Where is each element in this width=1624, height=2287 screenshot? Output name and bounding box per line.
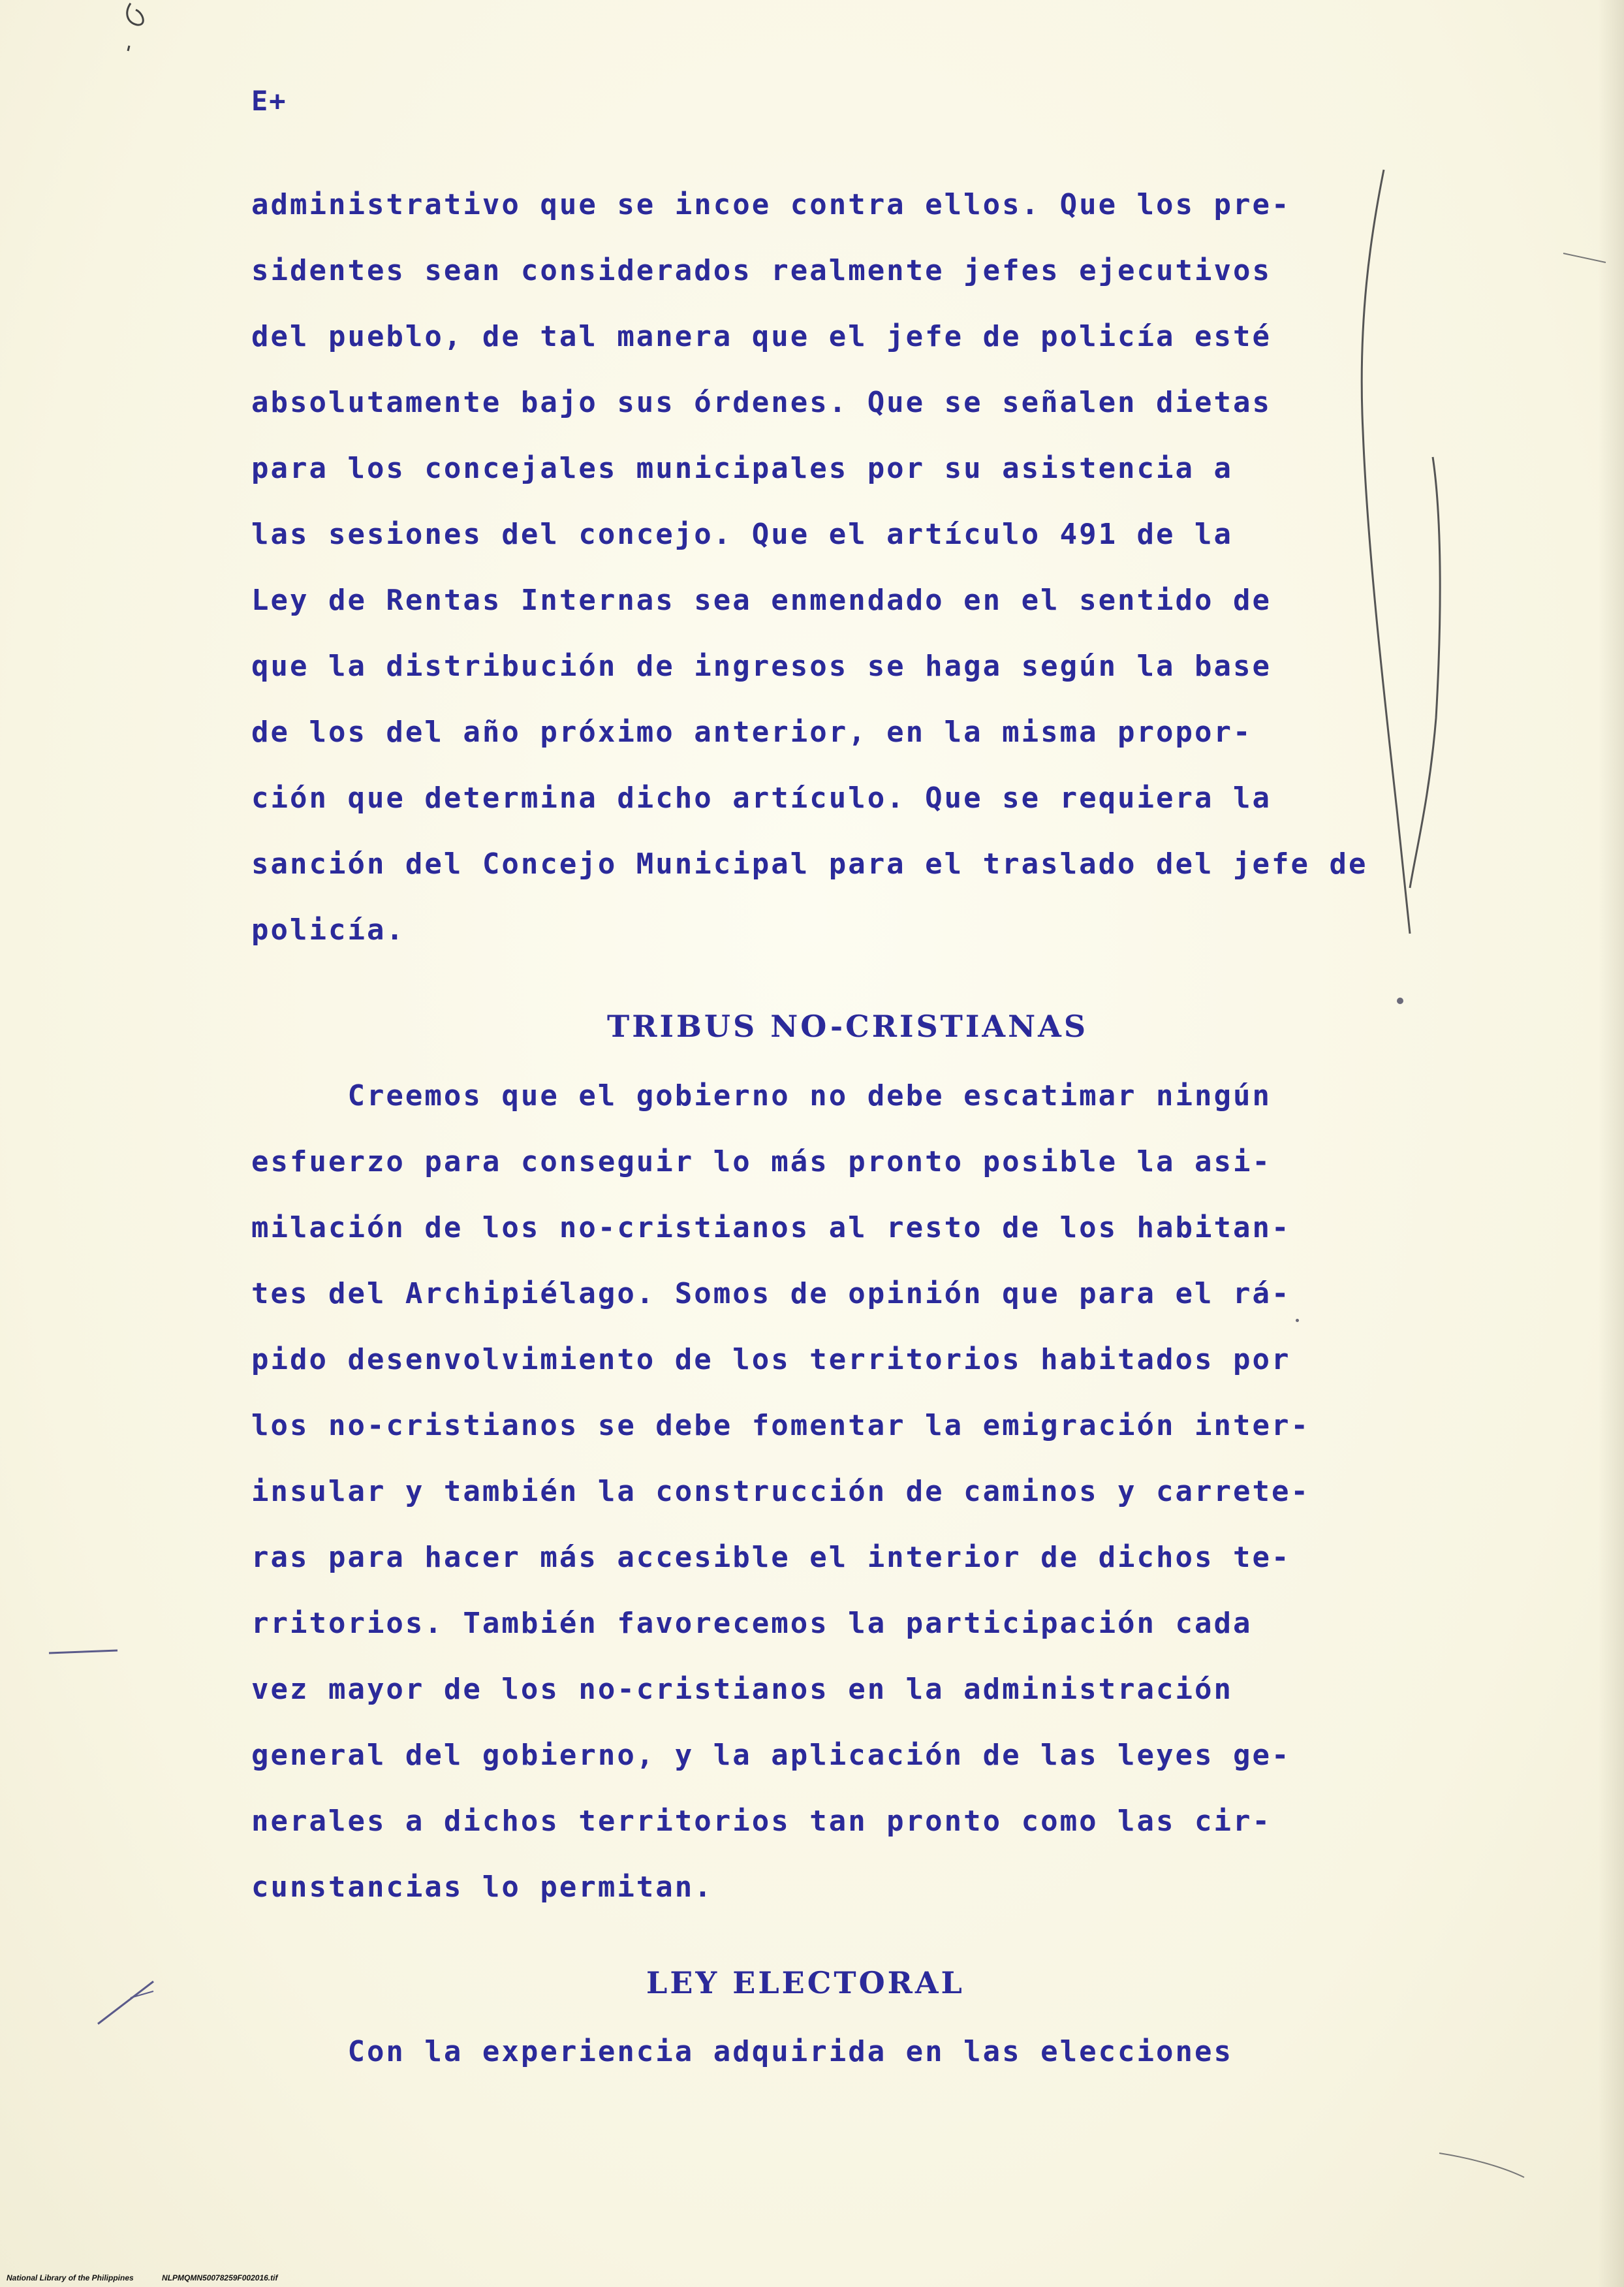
text-line: general del gobierno, y la aplicación de las leyes ge-: [251, 1739, 1291, 1772]
text-line: pido desenvolvimiento de los territorios habitados por: [251, 1343, 1291, 1376]
paragraph-municipal-reforms: [251, 172, 1439, 963]
ink-speck: [1296, 1319, 1299, 1322]
text-line: que la distribución de ingresos se haga según la base: [251, 650, 1272, 683]
text-line: insular y también la construcción de caminos y carrete-: [251, 1475, 1310, 1508]
pencil-stroke-bottom-right: [1436, 2148, 1527, 2181]
text-line: Creemos que el gobierno no debe escatimar ningún: [251, 1079, 1272, 1112]
text-line: ras para hacer más accesible el interior de dichos te-: [251, 1541, 1291, 1574]
text-line: policía.: [251, 913, 405, 947]
text-line: sanción del Concejo Municipal para el traslado del jefe de: [251, 847, 1368, 881]
page-edge-shadow: [1598, 0, 1624, 2287]
footer-library: National Library of the Philippines: [7, 2273, 134, 2282]
text-line: absolutamente bajo sus órdenes. Que se señalen dietas: [251, 386, 1272, 419]
scan-footer: [7, 2273, 304, 2282]
pencil-stroke-left: [46, 1645, 124, 1658]
text-line: Ley de Rentas Internas sea enmendado en el sentido de: [251, 584, 1272, 617]
section-heading-ley-electoral: LEY ELECTORAL: [646, 1965, 965, 2000]
paragraph-non-christian-tribes: [251, 1063, 1439, 1920]
text-line: vez mayor de los no-cristianos en la administración: [251, 1673, 1234, 1706]
text-line: sidentes sean considerados realmente jefes ejecutivos: [251, 254, 1272, 287]
text-line: las sesiones del concejo. Que el artículo 491 de la: [251, 518, 1234, 551]
text-line: esfuerzo para conseguir lo más pronto posible la asi-: [251, 1145, 1272, 1178]
pencil-stroke-right: [1560, 248, 1612, 268]
text-line: cunstancias lo permitan.: [251, 1870, 713, 1904]
text-line: para los concejales municipales por su asistencia a: [251, 452, 1234, 485]
text-line: milación de los no-cristianos al resto de los habitan-: [251, 1211, 1291, 1244]
text-line: Con la experiencia adquirida en las elecciones: [251, 2035, 1234, 2068]
text-line: los no-cristianos se debe fomentar la emigración inter-: [251, 1409, 1310, 1442]
pencil-margin-bracket: [1345, 157, 1449, 940]
text-line: del pueblo, de tal manera que el jefe de policía esté: [251, 320, 1272, 353]
paragraph-electoral-law: [251, 2019, 1439, 2085]
page-reference: E+: [251, 85, 287, 117]
footer-file-id: NLPMQMN50078259F002016.tif: [162, 2273, 278, 2282]
text-line: nerales a dichos territorios tan pronto como las cir-: [251, 1805, 1272, 1838]
ink-speck: [1397, 998, 1403, 1004]
text-line: de los del año próximo anterior, en la misma propor-: [251, 716, 1253, 749]
text-line: administrativo que se incoe contra ellos. Que los pre-: [251, 188, 1291, 221]
text-line: tes del Archipiélago. Somos de opinión que para el rá-: [251, 1277, 1291, 1310]
text-line: rritorios. También favorecemos la participación cada: [251, 1607, 1253, 1640]
section-heading-tribus: TRIBUS NO-CRISTIANAS: [607, 1009, 1089, 1044]
text-line: ción que determina dicho artículo. Que se requiera la: [251, 781, 1272, 815]
corner-pencil-mark: [111, 0, 163, 59]
pencil-stroke-left-diagonal: [91, 1965, 163, 2030]
